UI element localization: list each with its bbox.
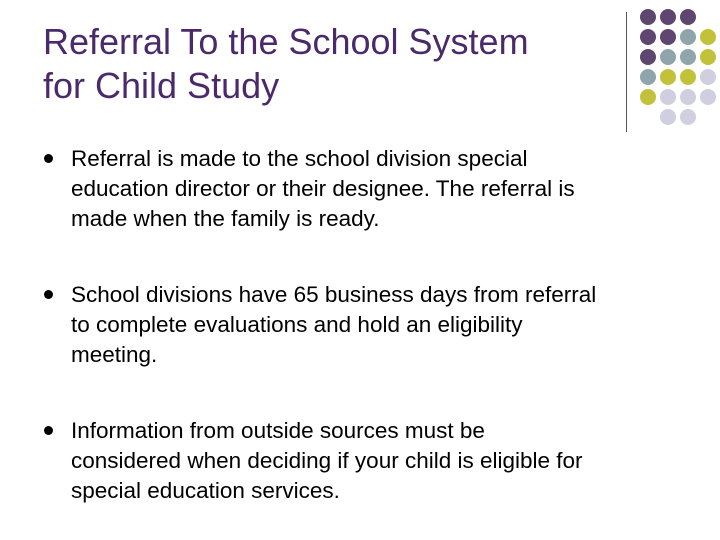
bullet-line: made when the family is ready. — [71, 206, 380, 231]
decor-dot-olive — [660, 69, 676, 85]
decor-dot-purple — [660, 9, 676, 25]
decor-dot-purple — [640, 29, 656, 45]
decor-dot-lavender — [660, 89, 676, 105]
bullet-text — [71, 416, 681, 506]
decor-dot-lavender — [680, 89, 696, 105]
decor-dot-purple — [640, 9, 656, 25]
bullet-line: education director or their designee. The referral is — [71, 176, 575, 201]
decor-dot-olive — [700, 49, 716, 65]
bullet-line: meeting. — [71, 342, 158, 367]
bullet-line: to complete evaluations and hold an eligibility — [71, 312, 523, 337]
decor-dot-lavender — [700, 69, 716, 85]
bullet-line: special education services. — [71, 478, 340, 503]
decor-dot-gray — [680, 49, 696, 65]
bullet-dot-icon — [44, 426, 53, 435]
decor-dot-olive — [640, 89, 656, 105]
decor-dot-purple — [660, 29, 676, 45]
decor-dot-gray — [680, 29, 696, 45]
bullet-line: Referral is made to the school division special — [71, 146, 528, 171]
decor-dot-gray — [640, 69, 656, 85]
bullet-dot-icon — [44, 290, 53, 299]
decor-dot-purple — [640, 49, 656, 65]
decor-dot-purple — [680, 9, 696, 25]
decorative-dot-grid — [0, 0, 720, 140]
bullet-text — [71, 280, 681, 370]
slide-title-line-2: for Child Study — [43, 65, 280, 106]
decor-dot-lavender — [660, 109, 676, 125]
bullet-line: Information from outside sources must be — [71, 418, 485, 443]
decor-dot-olive — [680, 69, 696, 85]
slide-title-line-1: Referral To the School System — [43, 21, 529, 62]
bullet-text — [71, 144, 681, 234]
bullet-line: considered when deciding if your child is eligible for — [71, 448, 583, 473]
bullet-line: School divisions have 65 business days from referral — [71, 282, 597, 307]
decor-dot-lavender — [700, 89, 716, 105]
decor-dot-gray — [660, 49, 676, 65]
decor-dot-lavender — [680, 109, 696, 125]
bullet-dot-icon — [44, 154, 53, 163]
decor-dot-olive — [700, 29, 716, 45]
